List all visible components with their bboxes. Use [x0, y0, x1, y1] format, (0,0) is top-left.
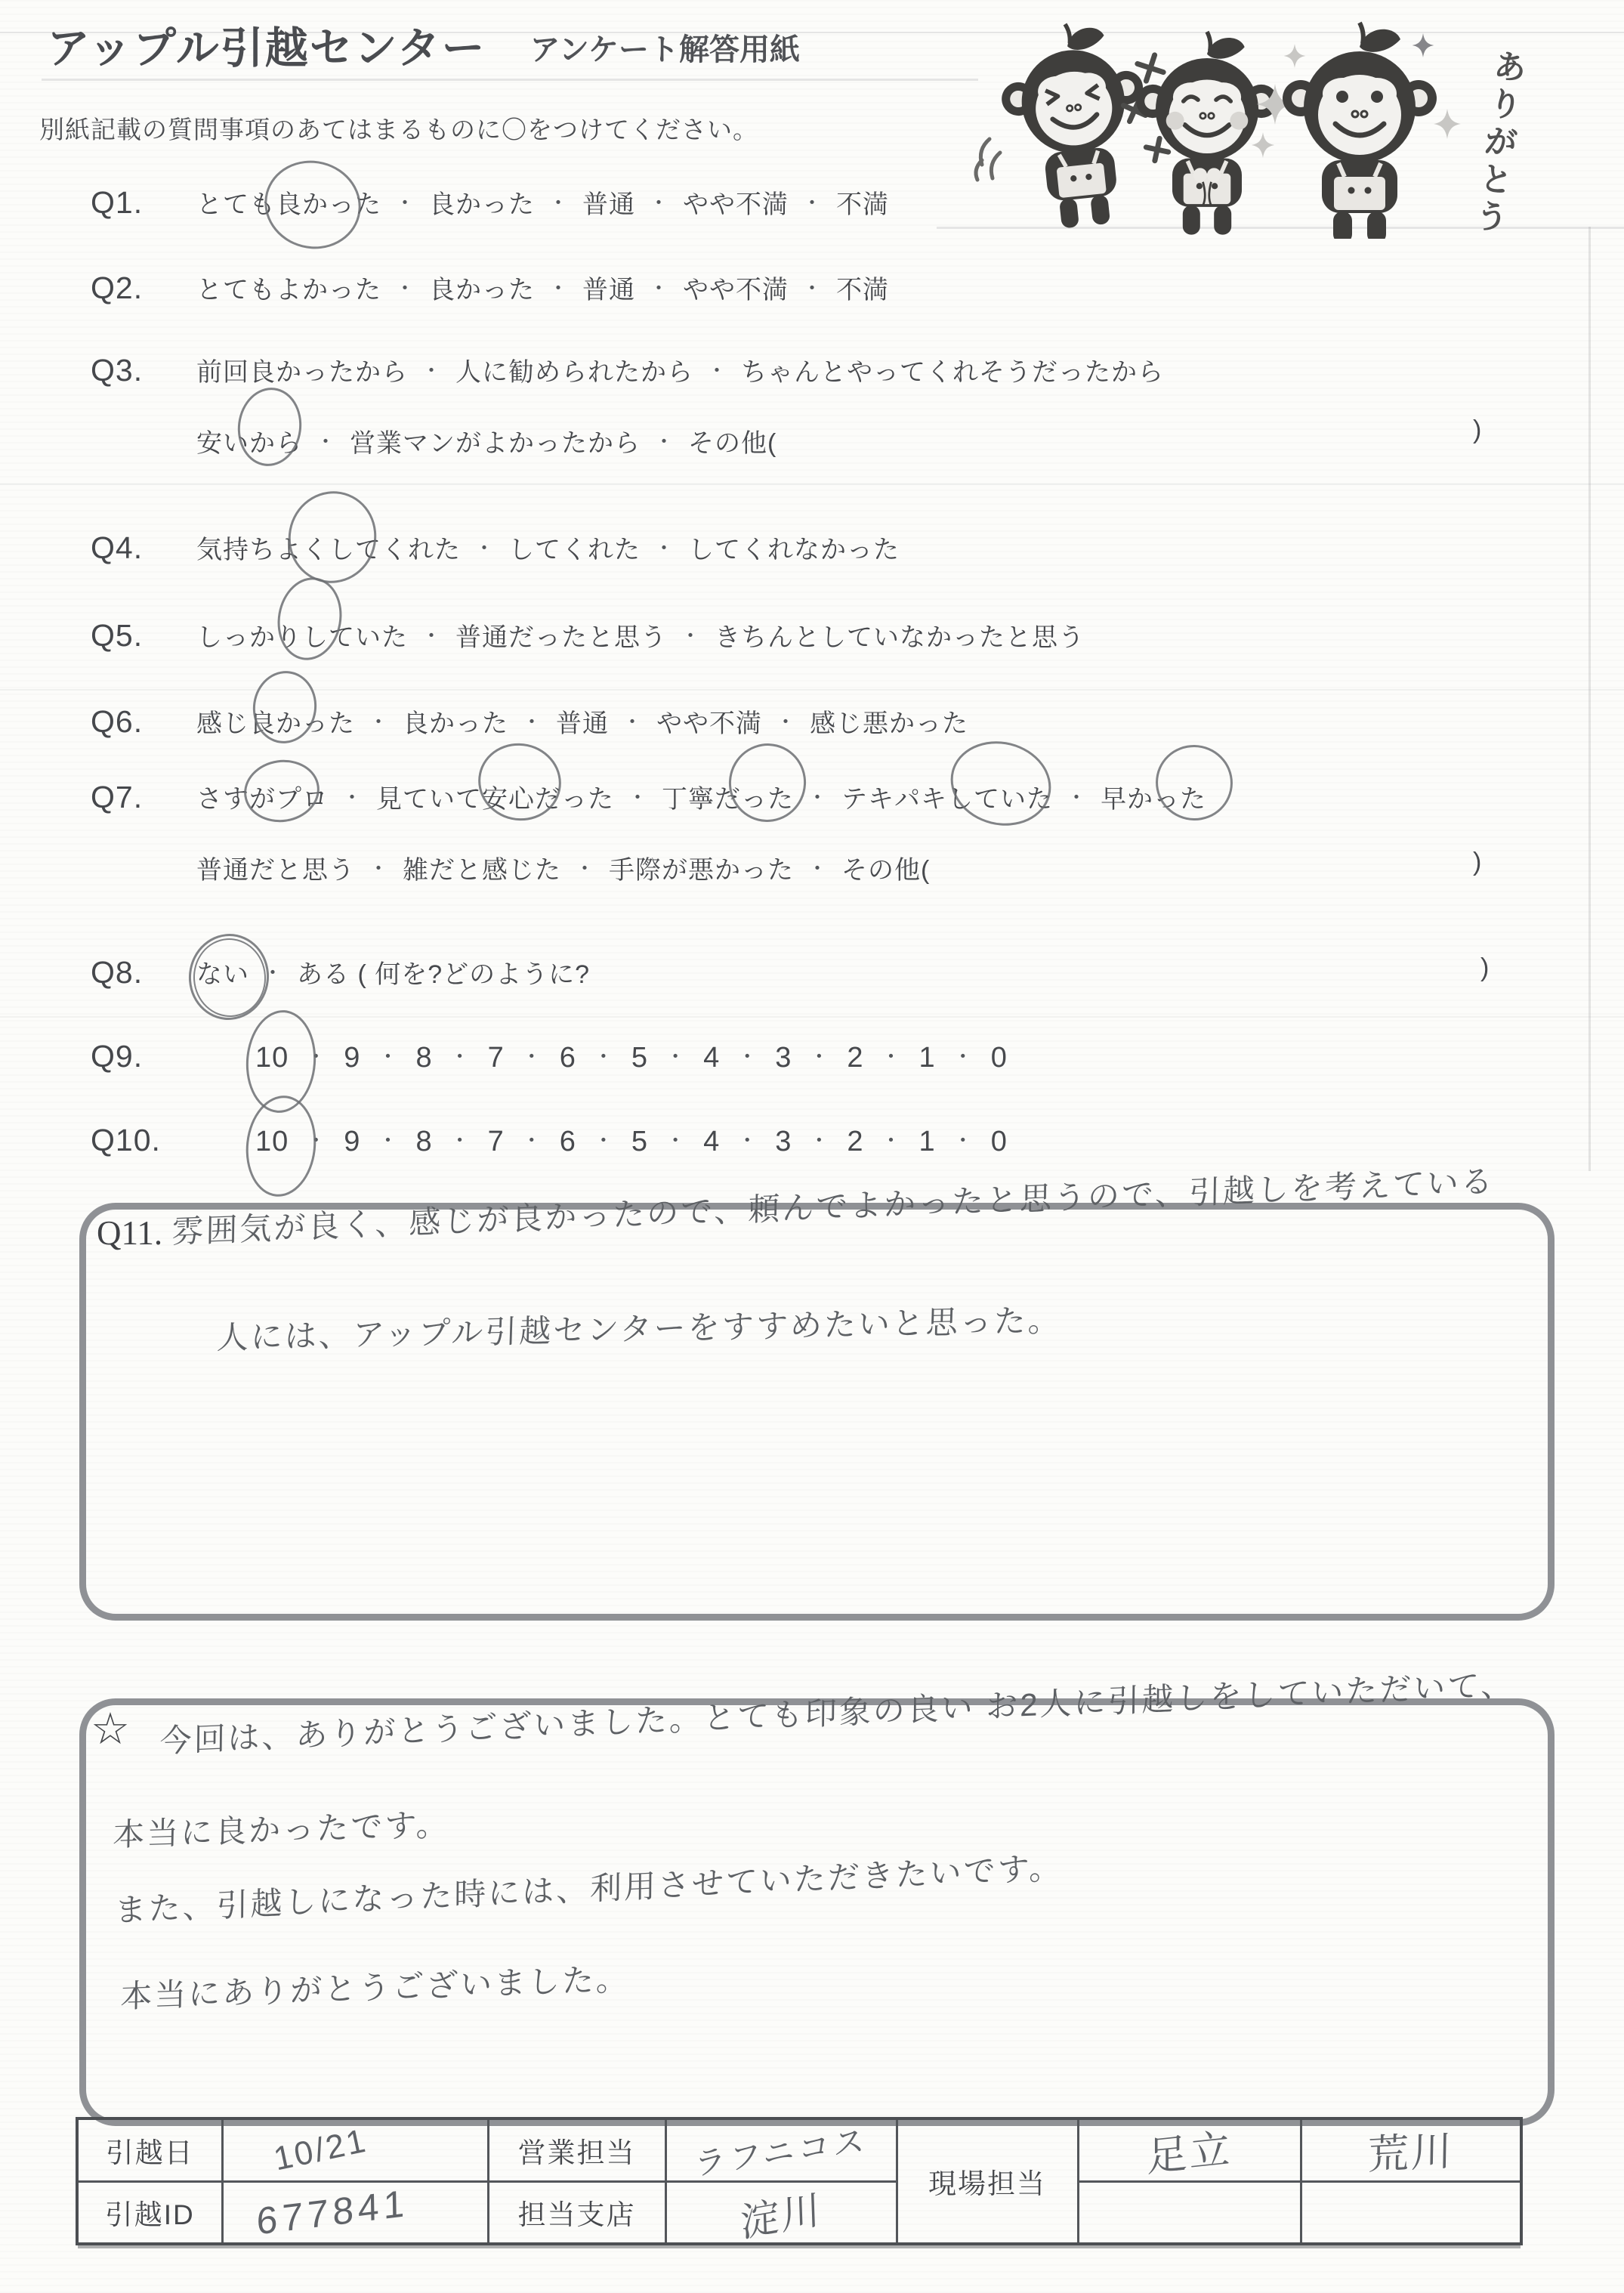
answer-option: 良かった	[429, 190, 536, 219]
option-separator: ・	[807, 786, 829, 809]
answer-option: 手際が悪かった	[609, 856, 795, 885]
option-separator: ・	[952, 1045, 974, 1068]
move-date-label: 引越日	[77, 2118, 222, 2181]
question-row-q10	[91, 1123, 1564, 1158]
question-number: Q8.	[91, 955, 144, 990]
answer-option: ちゃんとやってくれそうだったから	[741, 358, 1165, 387]
handwritten-comment-line2: 本当に良かったです。	[112, 1806, 451, 1853]
answer-option: 10	[255, 1042, 289, 1074]
answer-option: 不満	[836, 276, 890, 304]
answer-option: とてもよかった	[196, 276, 381, 304]
footer-row-1	[77, 2118, 1521, 2181]
option-separator: ・	[648, 277, 671, 300]
answer-option: その他(	[688, 429, 777, 458]
move-date-cell	[222, 2118, 488, 2181]
handwritten-comment-line1: 今回は、ありがとうございました。とても印象の良い お2人に引越しをしていただいて、	[159, 1666, 1515, 1760]
answer-option: とても良かった	[196, 190, 381, 219]
move-id-label: 引越ID	[77, 2181, 222, 2244]
answer-option: 感じ良かった	[196, 709, 355, 738]
option-separator: ・	[394, 191, 417, 215]
option-separator: ・	[305, 1129, 328, 1152]
option-separator: ・	[305, 1045, 328, 1068]
answer-option: 普通だと思う	[196, 856, 355, 885]
handwritten-q11-line1: 雰囲気が良く、感じが良かったので、頼んでよかったと思うので、引越しを考えている	[171, 1163, 1496, 1250]
answer-option: してくれなかった	[688, 536, 900, 564]
answer-option: 丁寧だった	[662, 785, 795, 814]
question-row-q1	[91, 184, 1564, 221]
handwritten-comment-line4: 本当にありがとうございました。	[120, 1961, 631, 2015]
branch-cell	[665, 2181, 897, 2244]
scan-streak	[0, 689, 1624, 691]
answer-option: 3	[775, 1042, 792, 1074]
answer-option: 普通	[556, 709, 610, 738]
option-separator: ・	[520, 1045, 543, 1068]
close-paren: )	[1473, 848, 1483, 876]
handwritten-q11-line2: 人には、アップル引越センターをすすめたいと思った。	[216, 1302, 1063, 1356]
answer-option: 2	[847, 1126, 864, 1157]
option-separator: ・	[449, 1129, 471, 1152]
thank-you-vertical-text: ありがとう	[1467, 47, 1528, 239]
option-separator: ・	[574, 857, 597, 880]
option-separator: ・	[801, 191, 824, 215]
answer-option: 感じ悪かった	[810, 709, 969, 738]
answer-option: やや不満	[683, 276, 789, 304]
option-separator: ・	[592, 1129, 615, 1152]
sales-rep-label: 営業担当	[488, 2118, 665, 2181]
header	[47, 14, 800, 76]
answer-option: 普通	[582, 276, 636, 304]
option-separator: ・	[622, 710, 644, 734]
answer-option: 3	[775, 1126, 792, 1157]
move-id-cell	[222, 2181, 488, 2244]
option-separator: ・	[520, 1129, 543, 1152]
option-separator: ・	[627, 786, 650, 809]
q11-comment-box	[79, 1203, 1555, 1621]
option-separator: ・	[952, 1129, 974, 1152]
question-row-q9	[91, 1039, 1564, 1074]
sales-rep-cell	[665, 2118, 897, 2181]
option-separator: ・	[394, 277, 417, 300]
question-number: Q5.	[91, 618, 144, 653]
answer-option: 普通だったと思う	[455, 623, 668, 652]
option-separator: ・	[1066, 786, 1088, 809]
handwritten-branch: 淀川	[739, 2186, 823, 2246]
option-separator: ・	[368, 857, 391, 880]
option-separator: ・	[665, 1129, 687, 1152]
empty-cell	[1301, 2181, 1521, 2244]
handwritten-sales-rep: ラフニコス	[693, 2121, 869, 2183]
answer-option: 2	[847, 1042, 864, 1074]
option-separator: ・	[592, 1045, 615, 1068]
crew2-cell	[1301, 2118, 1521, 2181]
answer-option: 人に勧められたから	[455, 358, 694, 387]
answer-option: テキパキしていた	[841, 785, 1054, 814]
scan-streak	[42, 79, 978, 81]
empty-cell	[1078, 2181, 1301, 2244]
crew-label: 現場担当	[897, 2118, 1078, 2244]
option-separator: ・	[808, 1045, 831, 1068]
answer-option: 9	[344, 1042, 361, 1074]
scan-streak	[0, 1016, 1624, 1018]
answer-option: 5	[631, 1042, 649, 1074]
answer-option: 営業マンがよかったから	[350, 429, 641, 458]
answer-option: 8	[415, 1042, 433, 1074]
question-number: Q7.	[91, 780, 144, 814]
question-number: Q3.	[91, 353, 144, 388]
handwritten-crew2: 荒川	[1367, 2128, 1455, 2179]
question-number: Q1.	[91, 185, 144, 220]
answer-option: 安いから	[196, 429, 302, 458]
q11-label: Q11.	[97, 1214, 163, 1252]
answer-option: 見ていて安心だった	[376, 785, 615, 814]
option-separator: ・	[680, 624, 702, 647]
answer-option: きちんとしていなかったと思う	[715, 623, 1085, 652]
option-separator: ・	[648, 191, 671, 215]
option-separator: ・	[368, 710, 391, 734]
option-separator: ・	[548, 191, 570, 215]
question-row-q2	[91, 269, 1564, 306]
footer-table	[76, 2117, 1523, 2245]
option-separator: ・	[377, 1045, 400, 1068]
question-number: Q10.	[91, 1123, 161, 1157]
answer-option: 4	[703, 1042, 721, 1074]
question-number: Q6.	[91, 704, 144, 739]
answer-option: 5	[631, 1126, 649, 1157]
answer-option: しっかりしていた	[196, 623, 408, 652]
question-row-q6	[91, 703, 1564, 740]
star-icon: ☆	[91, 1704, 130, 1754]
brand-title: アップル引越センター	[47, 24, 486, 73]
handwritten-comment-line3: また、引越しになった時には、利用させていただきたいです。	[114, 1850, 1064, 1929]
option-separator: ・	[548, 277, 570, 300]
question-number: Q2.	[91, 270, 144, 305]
close-paren: )	[1473, 416, 1483, 444]
question-number: Q9.	[91, 1039, 144, 1074]
option-separator: ・	[315, 430, 338, 453]
answer-option: その他(	[841, 856, 931, 885]
option-separator: ・	[880, 1129, 903, 1152]
answer-option: 0	[990, 1042, 1008, 1074]
answer-option: 早かった	[1101, 785, 1207, 814]
answer-option: 10	[255, 1126, 289, 1157]
question-row-q7	[91, 778, 1564, 886]
answer-option: 良かった	[429, 276, 536, 304]
answer-option: 7	[487, 1126, 505, 1157]
answer-option: 普通	[582, 190, 636, 219]
crew1-cell	[1078, 2118, 1301, 2181]
option-separator: ・	[521, 710, 544, 734]
option-separator: ・	[421, 359, 443, 382]
answer-option: 4	[703, 1126, 721, 1157]
answer-option: してくれた	[508, 536, 641, 564]
handwritten-crew1: 足立	[1146, 2126, 1233, 2181]
question-number: Q4.	[91, 530, 144, 565]
branch-label: 担当支店	[488, 2181, 665, 2244]
option-separator: ・	[801, 277, 824, 300]
answer-option: 前回良かったから	[196, 358, 408, 387]
option-separator: ・	[449, 1045, 471, 1068]
answer-option: 雑だと感じた	[403, 856, 562, 885]
answer-option: やや不満	[656, 709, 763, 738]
close-paren: )	[1480, 953, 1490, 982]
option-separator: ・	[341, 786, 364, 809]
option-separator: ・	[377, 1129, 400, 1152]
footer-row-2	[77, 2181, 1521, 2244]
page-title: アンケート解答用紙	[529, 33, 801, 66]
answer-option: 不満	[836, 190, 890, 219]
instruction-text: 別紙記載の質問事項のあてはまるものに〇をつけてください。	[39, 116, 758, 144]
question-row-q3	[91, 351, 1564, 459]
option-separator: ・	[653, 430, 676, 453]
answer-option: 気持ちよくしてくれた	[196, 536, 461, 564]
answer-option: ある ( 何を?どのように?	[297, 960, 591, 989]
option-separator: ・	[775, 710, 798, 734]
handwritten-move-date: 10/21	[270, 2121, 372, 2178]
answer-option: 1	[919, 1126, 936, 1157]
answer-option: 1	[919, 1042, 936, 1074]
answer-option: ない	[196, 960, 249, 989]
handwritten-move-id: 677841	[255, 2181, 409, 2243]
answer-option: やや不満	[683, 190, 789, 219]
option-separator: ・	[653, 536, 676, 560]
option-separator: ・	[807, 857, 829, 880]
scan-edge-artifact	[1588, 227, 1591, 1171]
answer-option: 8	[415, 1126, 433, 1157]
option-separator: ・	[262, 961, 285, 984]
option-separator: ・	[736, 1129, 759, 1152]
answer-option: 0	[990, 1126, 1008, 1157]
question-row-q5	[91, 617, 1564, 654]
option-separator: ・	[880, 1045, 903, 1068]
answer-option: さすがプロ	[196, 785, 329, 814]
question-row-q8	[91, 953, 1564, 990]
answer-option: 良かった	[403, 709, 509, 738]
option-separator: ・	[808, 1129, 831, 1152]
option-separator: ・	[421, 624, 443, 647]
option-separator: ・	[474, 536, 496, 560]
answer-option: 9	[344, 1126, 361, 1157]
answer-option: 6	[559, 1042, 576, 1074]
option-separator: ・	[665, 1045, 687, 1068]
option-separator: ・	[706, 359, 729, 382]
answer-option: 6	[559, 1126, 576, 1157]
motion-lines	[976, 139, 1000, 180]
question-row-q4	[91, 529, 1564, 566]
option-separator: ・	[736, 1045, 759, 1068]
scan-streak	[0, 484, 1624, 485]
answer-option: 7	[487, 1042, 505, 1074]
